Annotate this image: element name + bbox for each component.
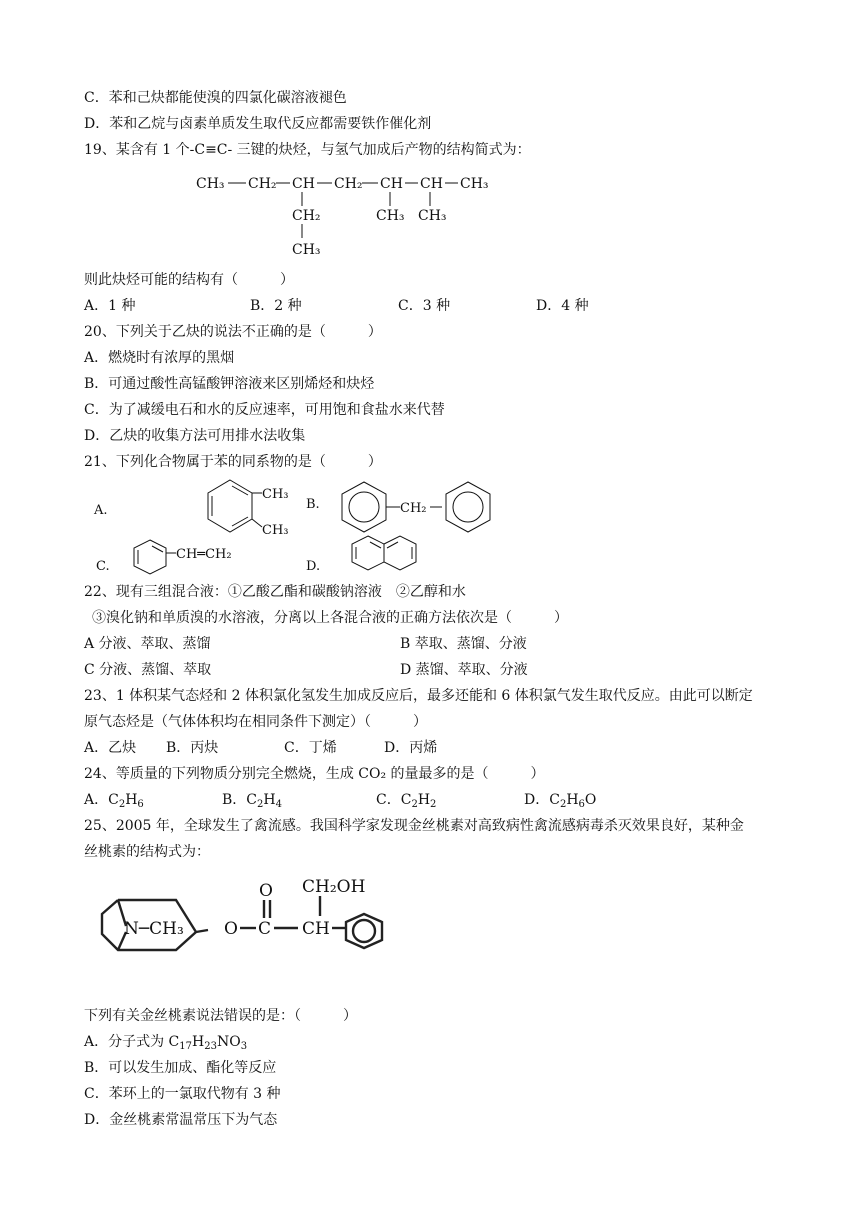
q21-b-ch2: CH₂ xyxy=(400,501,427,516)
q19-stem: 19、某含有 1 个-C≡C- 三键的炔烃，与氢气加成后产物的结构简式为： xyxy=(84,142,531,158)
q19-option-d: D．4 种 xyxy=(536,298,589,314)
q25-question: 下列有关金丝桃素说法错误的是：（ ） xyxy=(84,1008,357,1024)
q25-option-b: B．可以发生加成、酯化等反应 xyxy=(84,1060,277,1076)
q19-c6: CH xyxy=(420,176,443,192)
q23-option-c: C．丁烯 xyxy=(284,740,337,756)
q20-option-d: D．乙炔的收集方法可用排水法收集 xyxy=(84,428,306,444)
q23-stem-1: 23、1 体积某气态烃和 2 体积氯化氢发生加成反应后，最多还能和 6 体积氯气发生取代反应。由此可以断定 xyxy=(84,688,753,704)
q19-c5: CH xyxy=(380,176,403,192)
q25-option-a: A．分子式为 $C_{17}H_{23}NO_3$ xyxy=(84,1034,248,1052)
q21-c-vinyl: CH═CH₂ xyxy=(176,547,232,562)
q24-stem: 24、等质量的下列物质分别完全燃烧，生成 CO₂ 的量最多的是（ ） xyxy=(84,766,545,782)
q21-a-ch3-bottom: CH₃ xyxy=(262,523,289,538)
q21-label-b: B. xyxy=(306,497,320,512)
q23-option-a: A．乙炔 xyxy=(84,740,137,756)
q20-stem: 20、下列关于乙炔的说法不正确的是（ ） xyxy=(84,324,382,340)
q21-a-ch3-top: CH₃ xyxy=(262,487,289,502)
q25-ch2oh: CH₂OH xyxy=(302,877,366,897)
q21-label-d: D. xyxy=(306,559,321,574)
q19-c3: CH xyxy=(292,176,315,192)
q25-option-d: D．金丝桃素常温常压下为气态 xyxy=(84,1112,278,1128)
q22-option-d: D 蒸馏、萃取、分液 xyxy=(400,662,528,678)
q18-option-c: C．苯和己炔都能使溴的四氯化碳溶液褪色 xyxy=(84,90,347,106)
q19-structure-diagram xyxy=(190,168,490,260)
q19-option-c: C．3 种 xyxy=(398,298,451,314)
q21-label-c: C. xyxy=(96,559,110,574)
q24-option-a: A．$C_2H_6$ xyxy=(84,792,144,810)
q22-options-row2 xyxy=(84,660,804,680)
q19-branch1-ch3: CH₃ xyxy=(292,242,321,258)
q25-ester-o: O xyxy=(224,919,238,939)
q19-branch2-ch3: CH₃ xyxy=(376,208,405,224)
q24-option-d: D．$C_2H_6O$ xyxy=(524,792,597,810)
q25-carbonyl-o: O xyxy=(259,881,273,901)
q22-stem: 22、现有三组混合液：①乙酸乙酯和碳酸钠溶液 ②乙醇和水 xyxy=(84,584,466,600)
q23-stem-2: 原气态烃是（气体体积均在相同条件下测定）（ ） xyxy=(84,714,427,730)
q19-question: 则此炔烃可能的结构有（ ） xyxy=(84,272,294,288)
q19-option-b: B．2 种 xyxy=(250,298,302,314)
q25-n-ch3: N─CH₃ xyxy=(124,919,184,939)
q25-stem-2: 丝桃素的结构式为： xyxy=(84,844,210,860)
q23-option-b: B．丙炔 xyxy=(166,740,219,756)
q19-branch1-ch2: CH₂ xyxy=(292,208,321,224)
q25-stem-1: 25、2005 年，全球发生了禽流感。我国科学家发现金丝桃素对高致病性禽流感病毒杀灭效果良好，某种金 xyxy=(84,818,744,834)
q25-option-c: C．苯环上的一氯取代物有 3 种 xyxy=(84,1086,281,1102)
q19-branch3-ch3: CH₃ xyxy=(418,208,447,224)
q22-option-c: C 分液、蒸馏、萃取 xyxy=(84,662,212,678)
q19-c4: CH₂ xyxy=(334,176,363,192)
q24-options xyxy=(84,790,804,810)
q19-c7-visible: CH₃ xyxy=(460,176,489,192)
q24-option-b: B．$C_2H_4$ xyxy=(222,792,282,810)
q23-options xyxy=(84,738,804,758)
q18-option-d: D．苯和乙烷与卤素单质发生取代反应都需要铁作催化剂 xyxy=(84,116,432,132)
q19-c2: CH₂ xyxy=(248,176,277,192)
q25-structure-diagram xyxy=(96,872,396,968)
q20-option-a: A．燃烧时有浓厚的黑烟 xyxy=(84,350,235,366)
q22-options-row1 xyxy=(84,634,804,654)
q24-option-c: C．$C_2H_2$ xyxy=(376,792,437,810)
q20-option-b: B．可通过酸性高锰酸钾溶液来区别烯烃和炔烃 xyxy=(84,376,375,392)
q23-option-d: D．丙烯 xyxy=(384,740,438,756)
q19-c1: CH₃ xyxy=(196,176,225,192)
q21-stem: 21、下列化合物属于苯的同系物的是（ ） xyxy=(84,454,382,470)
q19-options xyxy=(84,296,804,316)
q25-ester-c: C xyxy=(258,919,272,939)
q19-option-a: A．1 种 xyxy=(84,298,136,314)
q22-stem-2: ③溴化钠和单质溴的水溶液，分离以上各混合液的正确方法依次是（ ） xyxy=(92,610,568,626)
q21-label-a: A. xyxy=(94,503,108,518)
q20-option-c: C．为了减缓电石和水的反应速率，可用饱和食盐水来代替 xyxy=(84,402,445,418)
q22-option-b: B 萃取、蒸馏、分液 xyxy=(400,636,527,652)
q22-option-a: A 分液、萃取、蒸馏 xyxy=(84,636,211,652)
q25-ch: CH xyxy=(302,919,330,939)
q21-structures xyxy=(84,476,524,580)
